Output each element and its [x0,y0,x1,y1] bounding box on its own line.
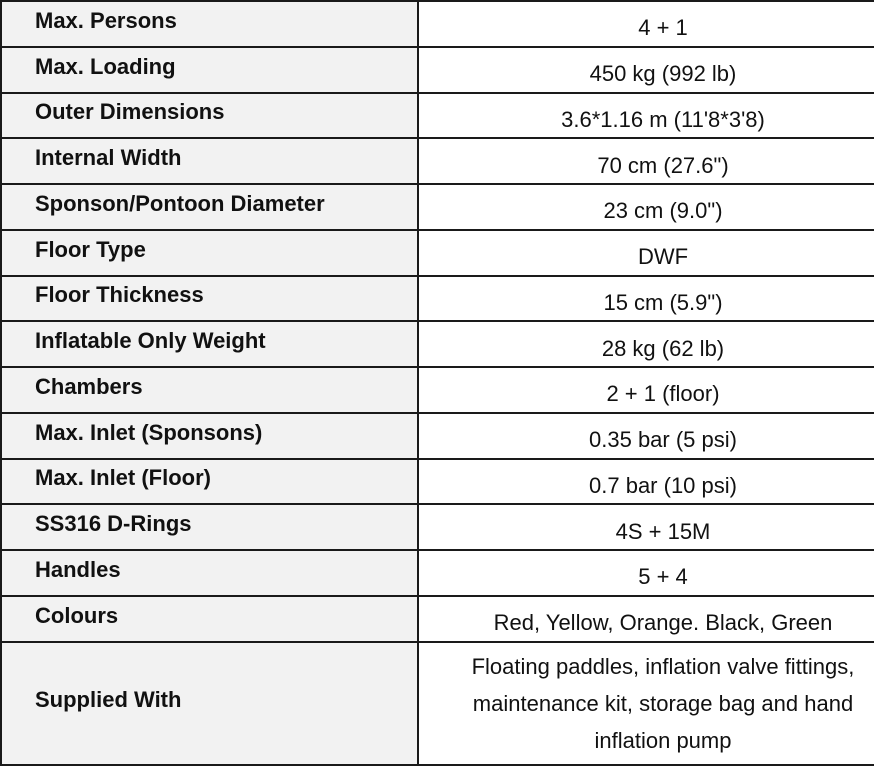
spec-label: Floor Thickness [35,282,204,308]
spec-value-cell [418,138,874,184]
spec-value: 0.7 bar (10 psi) [589,472,737,498]
table-row [1,230,874,276]
table-row [1,1,874,47]
spec-label: Sponson/Pontoon Diameter [35,190,325,216]
table-row [1,367,874,413]
table-row [1,321,874,367]
spec-value-cell [418,321,874,367]
spec-value-cell [418,413,874,459]
spec-label-cell [1,138,418,184]
spec-label: Supplied With [35,687,182,712]
table-row [1,596,874,642]
spec-value: 4 + 1 [638,15,688,41]
spec-value: 0.35 bar (5 psi) [589,427,737,453]
spec-value-cell [418,184,874,230]
table-row [1,459,874,505]
spec-value: 23 cm (9.0") [603,198,723,224]
table-row [1,550,874,596]
spec-label: SS316 D-Rings [35,511,192,537]
spec-value: 450 kg (992 lb) [589,61,737,87]
spec-value-cell [418,504,874,550]
spec-value-cell [418,276,874,322]
spec-label: Handles [35,556,121,582]
table-row [1,276,874,322]
spec-value-line: inflation pump [594,727,732,753]
spec-value: DWF [637,244,689,270]
spec-value-cell [418,550,874,596]
spec-label-cell [1,504,418,550]
spec-value: 3.6*1.16 m (11'8*3'8) [561,106,765,132]
spec-value: 15 cm (5.9") [603,289,723,315]
spec-label: Chambers [35,373,143,399]
spec-label: Max. Inlet (Sponsons) [35,419,263,445]
spec-value: Red, Yellow, Orange. Black, Green [493,610,833,636]
spec-value: 5 + 4 [638,564,688,590]
spec-label-cell [1,230,418,276]
spec-value-cell [418,596,874,642]
spec-label-cell [1,1,418,47]
spec-value-cell [418,230,874,276]
spec-label: Max. Persons [35,7,177,33]
spec-label-cell [1,596,418,642]
spec-label-cell [1,276,418,322]
spec-label-cell [1,321,418,367]
spec-value-line: Floating paddles, inflation valve fittings, [471,653,855,679]
spec-label-cell [1,367,418,413]
spec-label: Max. Inlet (Floor) [35,465,211,491]
spec-label-cell [1,93,418,139]
spec-label: Inflatable Only Weight [35,328,266,354]
table-row [1,413,874,459]
spec-value-line: maintenance kit, storage bag and hand [472,690,854,716]
spec-value-cell [418,642,874,765]
spec-label: Internal Width [35,145,182,171]
spec-label: Max. Loading [35,53,176,79]
spec-label-cell [1,184,418,230]
spec-value-cell [418,367,874,413]
spec-label: Outer Dimensions [35,99,225,125]
table-row [1,642,874,765]
spec-value-cell [418,459,874,505]
spec-value-cell [418,47,874,93]
spec-value: 28 kg (62 lb) [601,335,725,361]
spec-label-cell [1,459,418,505]
spec-value: 4S + 15M [615,518,711,544]
spec-value: 2 + 1 (floor) [606,381,720,407]
table-row [1,504,874,550]
spec-value-cell [418,1,874,47]
spec-value-cell [418,93,874,139]
table-row [1,93,874,139]
table-row [1,184,874,230]
spec-label: Floor Type [35,236,146,262]
spec-label-cell [1,642,418,765]
table-row [1,47,874,93]
spec-label-cell [1,413,418,459]
spec-label: Colours [35,602,119,628]
table-row [1,138,874,184]
spec-label-cell [1,47,418,93]
spec-label-cell [1,550,418,596]
spec-value: 70 cm (27.6") [597,152,729,178]
